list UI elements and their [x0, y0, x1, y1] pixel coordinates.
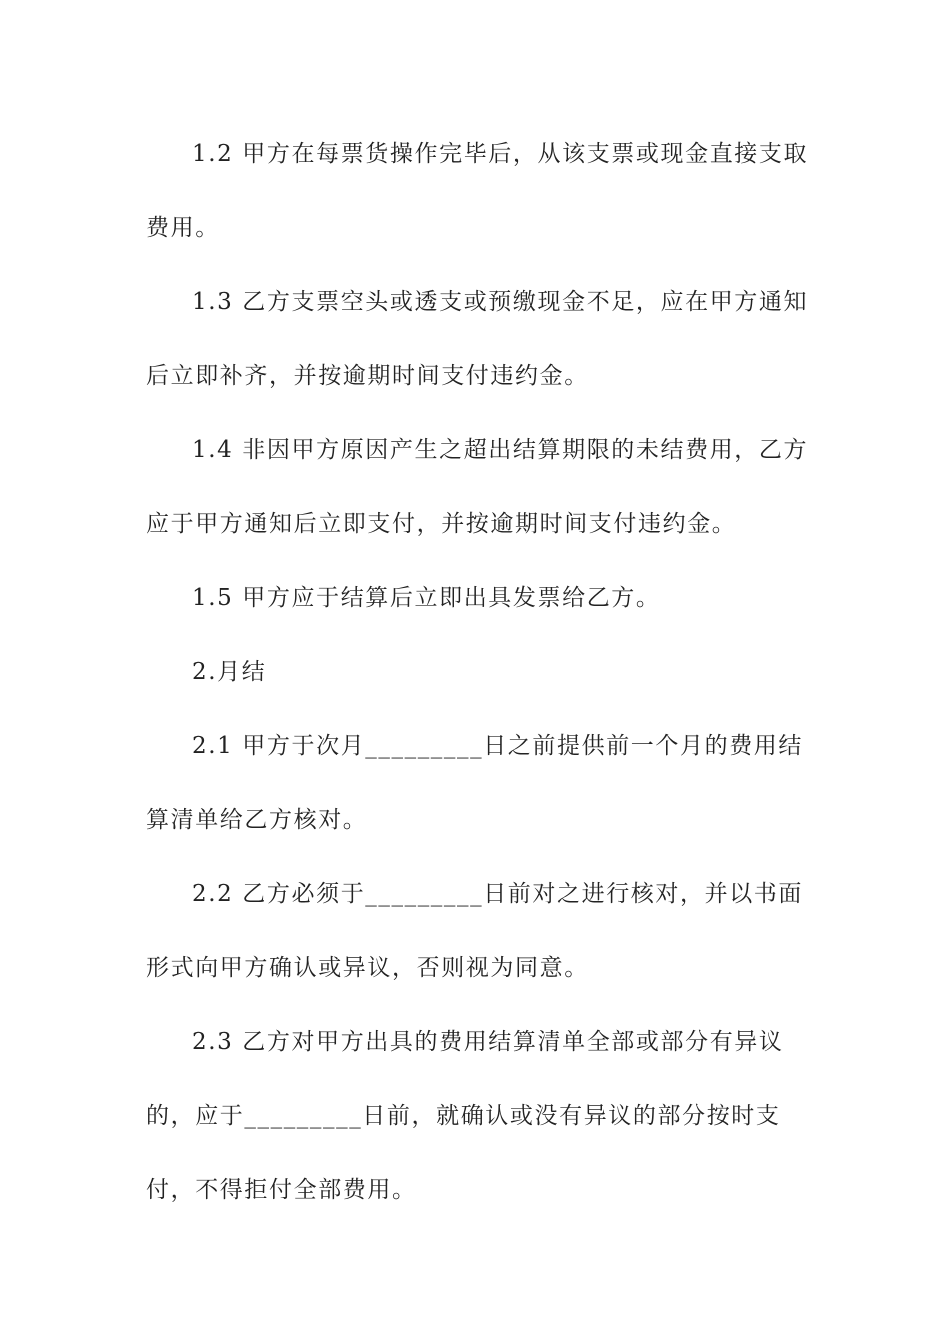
paragraph-1-5: 1.5 甲方应于结算后立即出具发票给乙方。	[192, 585, 661, 611]
paragraph-1-4: 1.4 非因甲方原因产生之超出结算期限的未结费用，乙方应于甲方通知后立即支付，并按逾期时间支付违约金。	[146, 437, 809, 537]
paragraph-2-1: 2.1 甲方于次月_________日之前提供前一个月的费用结算清单给乙方核对。	[146, 733, 803, 833]
paragraph-2-3: 2.3 乙方对甲方出具的费用结算清单全部或部分有异议的，应于_________日前，就确认或没有异议的部分按时支付，不得拒付全部费用。	[146, 1029, 784, 1203]
paragraph-1-3: 1.3 乙方支票空头或透支或预缴现金不足，应在甲方通知后立即补齐，并按逾期时间支付违约金。	[146, 289, 809, 389]
section-heading-monthly: 2.月结	[192, 659, 267, 685]
paragraph-1-2: 1.2 甲方在每票货操作完毕后，从该支票或现金直接支取费用。	[146, 141, 809, 241]
paragraph-2-2: 2.2 乙方必须于_________日前对之进行核对，并以书面形式向甲方确认或异议，否则视为同意。	[146, 881, 803, 981]
